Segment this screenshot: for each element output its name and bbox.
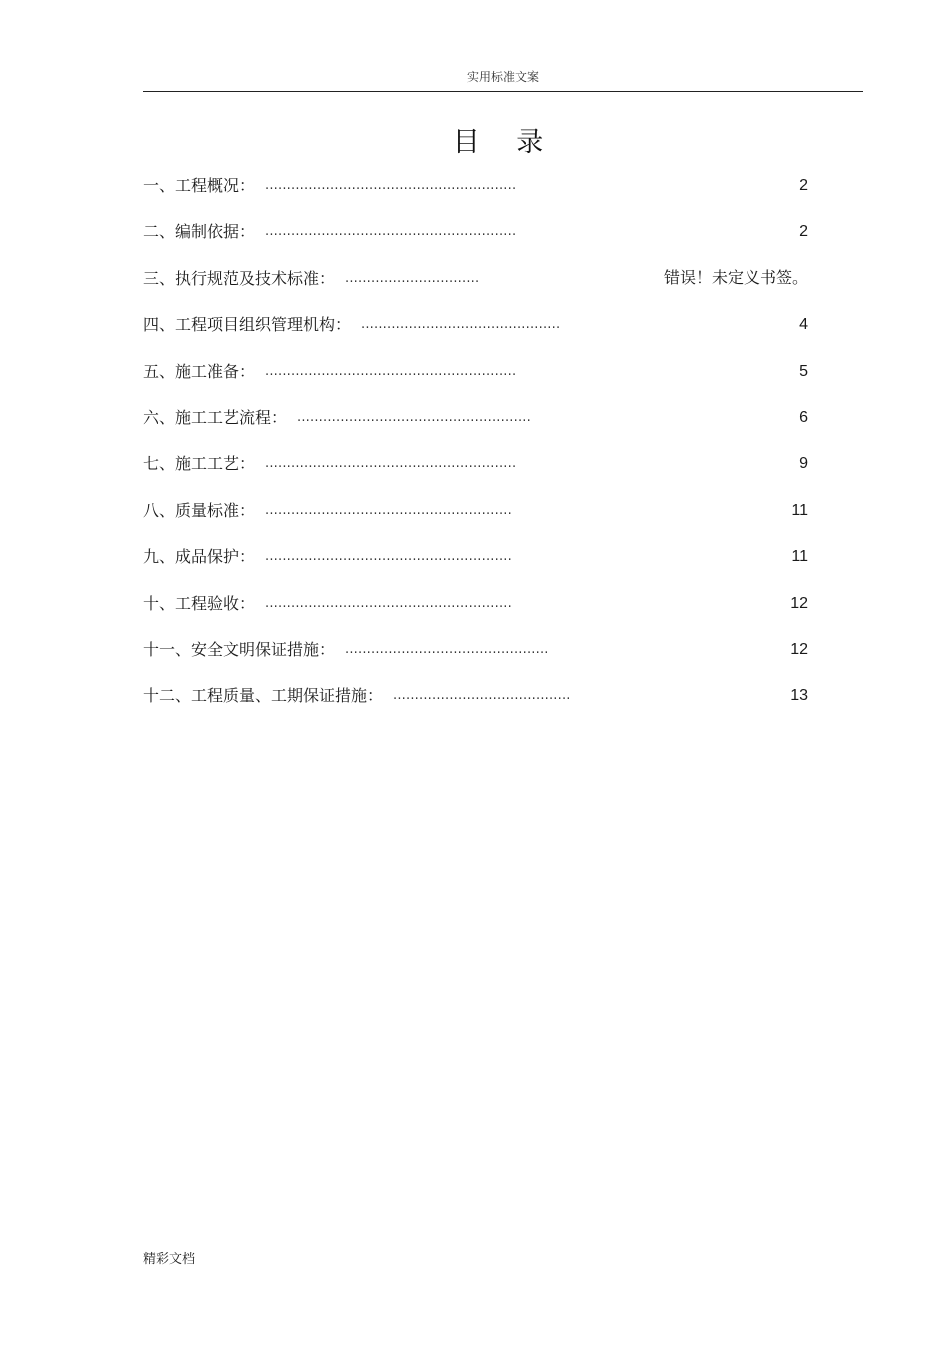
toc-leader-dots: ............................... xyxy=(345,270,480,286)
toc-entry-label: 十、工程验收： xyxy=(143,593,256,613)
toc-entry[interactable] xyxy=(143,309,808,355)
toc-entry[interactable] xyxy=(143,356,808,402)
toc-leader-dots: .......................................................... xyxy=(265,224,517,240)
toc-entry-label: 七、施工工艺： xyxy=(143,454,256,474)
toc-leader-dots: .......................................................... xyxy=(265,178,517,193)
toc-leader-dots: .............................................. xyxy=(361,317,561,333)
toc-leader-dots: ...................................................... xyxy=(297,409,531,425)
toc-page-number: 2 xyxy=(799,177,808,194)
toc-entry-label: 四、工程项目组织管理机构： xyxy=(143,315,352,335)
toc-entry-label: 八、质量标准： xyxy=(143,500,256,520)
toc-entry[interactable] xyxy=(143,588,808,634)
toc-entry-label: 十二、工程质量、工期保证措施： xyxy=(143,686,384,706)
table-of-contents xyxy=(143,170,808,727)
toc-page-number: 6 xyxy=(799,408,808,426)
toc-page-number: 11 xyxy=(791,548,808,566)
toc-leader-dots: ......................................................... xyxy=(265,595,512,611)
toc-page-number: 12 xyxy=(790,594,808,612)
toc-leader-dots: ......................................................... xyxy=(265,502,512,518)
page-footer: 精彩文档 xyxy=(143,1252,196,1267)
toc-entry-label: 九、成品保护： xyxy=(143,547,256,567)
toc-entry[interactable] xyxy=(143,216,808,262)
toc-leader-dots: .......................................................... xyxy=(265,363,517,379)
toc-page-error: 错误！未定义书签。 xyxy=(663,269,808,287)
toc-entry-label: 二、编制依据： xyxy=(143,222,256,242)
toc-entry[interactable] xyxy=(143,680,808,726)
header-text: 实用标准文案 xyxy=(466,70,539,84)
toc-page-number: 2 xyxy=(799,223,808,241)
toc-entry-label: 三、执行规范及技术标准： xyxy=(143,268,336,288)
toc-page-number: 5 xyxy=(799,362,808,380)
toc-page-number: 13 xyxy=(790,687,808,705)
toc-leader-dots: ............................................... xyxy=(345,641,549,657)
toc-page-number: 4 xyxy=(799,316,808,334)
toc-entry[interactable] xyxy=(143,541,808,587)
toc-entry[interactable] xyxy=(143,495,808,541)
toc-leader-dots: ......................................... xyxy=(393,688,571,704)
toc-entry[interactable] xyxy=(143,402,808,448)
toc-title: 目 录 xyxy=(452,127,558,158)
toc-entry-label: 十一、安全文明保证措施： xyxy=(143,639,336,659)
toc-entry[interactable] xyxy=(143,448,808,494)
toc-entry-label: 五、施工准备： xyxy=(143,361,256,381)
toc-page-number: 9 xyxy=(799,455,808,473)
toc-entry[interactable] xyxy=(143,170,808,216)
toc-leader-dots: .......................................................... xyxy=(265,456,517,472)
toc-entry[interactable] xyxy=(143,263,808,309)
toc-entry-label: 六、施工工艺流程： xyxy=(143,407,288,427)
toc-page-number: 11 xyxy=(791,501,808,519)
toc-leader-dots: ......................................................... xyxy=(265,549,512,565)
toc-page-number: 12 xyxy=(790,640,808,658)
toc-entry[interactable] xyxy=(143,634,808,680)
page-header xyxy=(143,66,863,92)
toc-entry-label: 一、工程概况： xyxy=(143,176,256,195)
